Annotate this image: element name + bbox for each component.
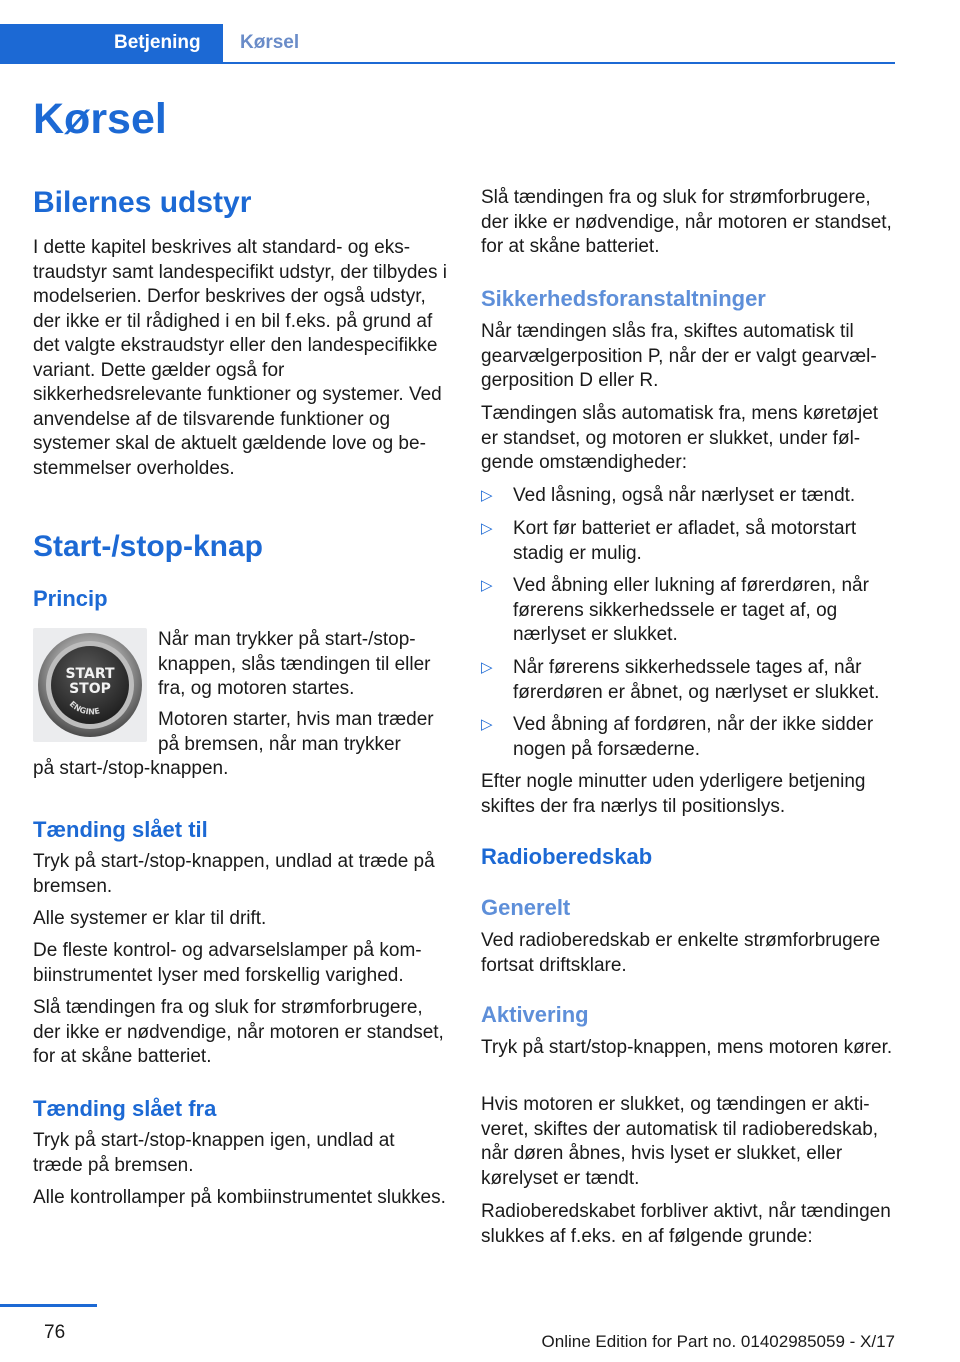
edition-note: Online Edition for Part no. 01402985059 - X/17 [541, 1332, 895, 1351]
paragraph-sik-3: Efter nogle minutter uden yderligere betjening skiftes der fra nærlys til positionslys. [481, 771, 866, 817]
bullet-triangle-icon: ▷ [481, 577, 493, 594]
heading-radioberedskab: Radioberedskab [481, 844, 653, 869]
paragraph-til-2: Alle systemer er klar til drift. [33, 908, 267, 929]
start-stop-engine-icon [33, 628, 147, 742]
bullet-triangle-icon: ▷ [481, 716, 493, 733]
list-item-text: Ved åbning eller lukning af førerdøren, når førerens sikkerhedssele er taget af, og nærlyset er slukket. [513, 575, 869, 645]
paragraph-akt-2: Hvis motoren er slukket, og tændingen er aktiveret, skiftes der automatisk til radioberedskab, når døren åbnes, hvis lyset er slukket, eller kørelyset er tændt. [481, 1094, 879, 1189]
heading-taending-fra: Tænding slået fra [33, 1096, 217, 1121]
paragraph-generelt: Ved radioberedskab er enkelte strømforbrugere fortsat driftsklare. [481, 930, 881, 976]
paragraph-sik-1: Når tændingen slås fra, skiftes automatisk til gearvælgerposition P, når der er valgt gearvælgerposition D eller R. [481, 321, 877, 391]
paragraph-princip-2: Motoren starter, hvis man træder på bremsen, når man trykker [158, 709, 434, 755]
page-title: Kørsel [33, 95, 167, 143]
heading-generelt: Generelt [481, 895, 571, 920]
tab-korsel[interactable]: Kørsel [240, 32, 300, 53]
paragraph-princip-1: Når man trykker på start-/stop-knappen, slås tændingen til eller fra, og motoren startes. [158, 629, 431, 699]
list-item-text: Når førerens sikkerhedssele tages af, når førerdøren er åbnet, og nærlyset er slukket. [513, 657, 880, 703]
start-stop-button-image [33, 628, 147, 742]
heading-start-stop-knap: Start-/stop-knap [33, 530, 264, 563]
start-stop-line2: STOP [69, 681, 111, 697]
header-bar [0, 24, 895, 64]
list-item-text: Kort før batteriet er afladet, så motorstart stadig er mulig. [513, 518, 857, 564]
heading-taending-til: Tænding slået til [33, 817, 208, 842]
list-item-text: Ved låsning, også når nærlyset er tændt. [513, 485, 856, 506]
list-item-text: Ved åbning af fordøren, når der ikke sidder nogen på forsæderne. [513, 714, 874, 760]
paragraph-princip-2-cont: på start-/stop-knappen. [33, 758, 229, 779]
bullet-triangle-icon: ▷ [481, 520, 493, 537]
paragraph-bilernes-udstyr: I dette kapitel beskrives alt standard- og ekstraudstyr samt landespecifikt udstyr, der tilbydes i modelserien. Derfor beskrives der også udstyr, der ikke er til rådighed i en bil f.eks. på grund af det valgte ekstraudstyr eller den landespecifikke variant. Dette gælder også for sikkerhedsrelevante funktioner og systemer. Ved anvendelse af de tilsvarende funktioner og systemer skal de aktuelt gældende love og bestemmelser overholdes. [33, 237, 447, 479]
heading-bilernes-udstyr: Bilernes udstyr [33, 186, 252, 219]
footer-rule [0, 1304, 97, 1307]
paragraph-fra-1: Tryk på start-/stop-knappen igen, undlad at træde på bremsen. [33, 1130, 395, 1176]
start-stop-line1: START [65, 666, 115, 682]
heading-aktivering: Aktivering [481, 1002, 589, 1027]
paragraph-akt-1: Tryk på start/stop-knappen, mens motoren kører. [481, 1037, 893, 1058]
paragraph-sik-2: Tændingen slås automatisk fra, mens køretøjet er standset, og motoren er slukket, under følgende omstændigheder: [481, 403, 879, 473]
tab-betjening[interactable]: Betjening [0, 24, 223, 62]
page-number: 76 [44, 1322, 66, 1343]
heading-princip: Princip [33, 586, 108, 611]
paragraph-til-4: Slå tændingen fra og sluk for strømforbrugere, der ikke er nødvendige, når motoren er standset, for at skåne batteriet. [33, 997, 444, 1067]
heading-sikkerhedsforanstaltninger: Sikkerhedsforanstaltninger [481, 286, 766, 311]
paragraph-akt-3: Radioberedskabet forbliver aktivt, når tændingen slukkes af f.eks. en af følgende grunde: [481, 1201, 891, 1247]
start-stop-line3: ENGINE [67, 699, 101, 717]
paragraph-til-3: De fleste kontrol- og advarselslamper på kombiinstrumentet lyser med forskellig varighed. [33, 940, 422, 986]
paragraph-til-1: Tryk på start-/stop-knappen, undlad at træde på bremsen. [33, 851, 435, 897]
bullet-triangle-icon: ▷ [481, 659, 493, 676]
paragraph-fra-2: Alle kontrollamper på kombiinstrumentet slukkes. [33, 1187, 446, 1208]
bullet-triangle-icon: ▷ [481, 487, 493, 504]
paragraph-right-top: Slå tændingen fra og sluk for strømforbrugere, der ikke er nødvendige, når motoren er standset, for at skåne batteriet. [481, 187, 892, 257]
